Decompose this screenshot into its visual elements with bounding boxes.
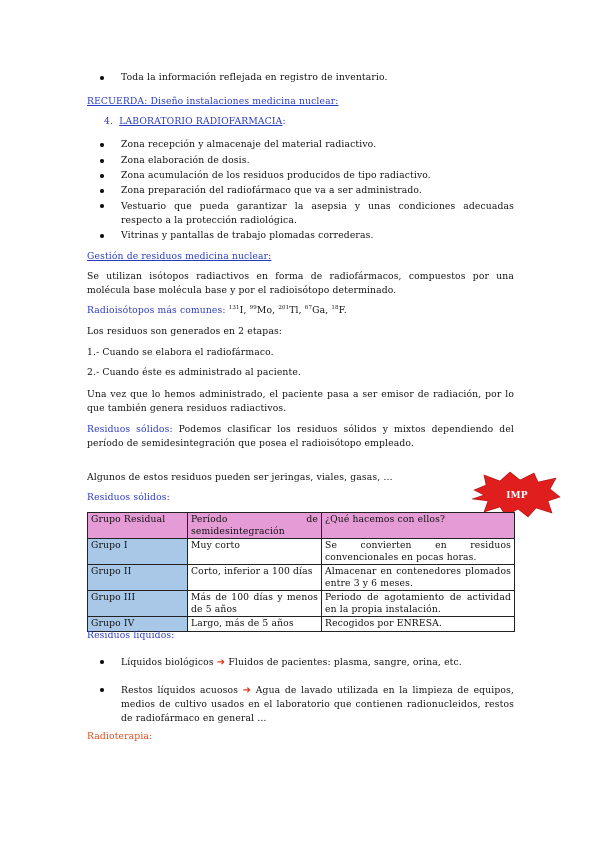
table-row <box>88 617 515 632</box>
liquidos-item: Restos líquidos acuosos ➜ Agua de lavado utilizada en la limpieza de equipos, medios de cultivo usados en el laboratorio que contienen radionucleidos, restos de radiofármaco en general … <box>121 685 515 724</box>
lab-item: Zona acumulación de los residuos producidos de tipo radiactivo. <box>121 170 431 181</box>
table-row <box>88 565 515 591</box>
isotope-symbol: Mo <box>256 305 273 316</box>
right-arrow-icon: ➜ <box>242 685 252 696</box>
solidos-heading: Residuos sólidos: <box>87 492 170 503</box>
etapa-2: 2.- Cuando éste es administrado al paciente. <box>87 367 301 378</box>
radioisotopos-label: Radioisótopos más comunes <box>87 305 223 316</box>
table-cell-group: Grupo II <box>88 565 188 591</box>
isotope-mass: 18 <box>331 305 339 311</box>
table-cell: Periodo de agotamiento de actividad en la propia instalación. <box>322 591 515 617</box>
isotope-symbol: Ga <box>312 305 326 316</box>
table-cell-group: Grupo IV <box>88 617 188 632</box>
lab-colon: : <box>282 116 286 127</box>
radioterapia-heading: Radioterapia: <box>87 731 153 742</box>
table-row <box>88 591 515 617</box>
isotope-mass: 67 <box>304 305 313 311</box>
table-cell-group: Grupo I <box>88 539 188 565</box>
recuerda-heading: RECUERDA: Diseño instalaciones medicina nuclear: <box>87 96 339 107</box>
table-header-cell: Grupo Residual <box>88 513 188 539</box>
solidos-intro-paragraph: Residuos sólidos: Podemos clasificar los residuos sólidos y mixtos dependiendo del período de semidesintegración que posea el radioisótopo empleado. <box>87 424 514 449</box>
etapa-1: 1.- Cuando se elabora el radiofármaco. <box>87 347 274 358</box>
lab-number: 4. <box>104 116 114 127</box>
isotope-symbol: Tl <box>289 305 299 316</box>
ejemplos-text: Algunos de estos residuos pueden ser jeringas, viales, gasas, … <box>87 472 393 483</box>
imp-badge-label: IMP <box>506 491 528 501</box>
gestion-paragraph: Se utilizan isótopos radiactivos en forma de radiofármacos, compuestos por una molécula base molécula base y por el radioisótopo determinado. <box>87 271 514 296</box>
isotope-mass: 201 <box>278 305 290 311</box>
gestion-heading: Gestión de residuos medicina nuclear: <box>87 251 272 262</box>
isotope-mass: 99 <box>249 305 257 311</box>
table-row <box>88 539 515 565</box>
lab-item: Zona recepción y almacenaje del material radiactivo. <box>121 139 377 150</box>
lab-item: Vestuario que pueda garantizar la asepsia y unas condiciones adecuadas respecto a la protección radiológica. <box>121 201 514 226</box>
table-header-row <box>88 513 515 539</box>
table-header-cell: Período de semidesintegración <box>188 513 322 539</box>
isotope-symbol: F <box>338 305 344 316</box>
liquidos-item: Líquidos biológicos ➜ Fluidos de pacientes: plasma, sangre, orina, etc. <box>121 657 462 668</box>
administrado-paragraph: Una vez que lo hemos administrado, el paciente pasa a ser emisor de radiación, por lo que también genera residuos radiactivos. <box>87 389 514 414</box>
lab-item: Vitrinas y pantallas de trabajo plomadas correderas. <box>121 230 374 241</box>
table-cell: Muy corto <box>188 539 322 565</box>
residuos-table <box>87 512 515 632</box>
lab-title: LABORATORIO RADIOFARMACIA <box>119 116 283 127</box>
solidos-intro-label: Residuos sólidos <box>87 424 170 435</box>
lab-heading <box>104 116 286 127</box>
radioisotopos-line: Radioisótopos más comunes: $^{131}$I, $^{99}$Mo, $^{201}$Tl, $^{67}$Ga, $^{18}$F. <box>87 305 347 316</box>
lab-item: Zona preparación del radiofármaco que va a ser administrado. <box>121 185 422 196</box>
table-cell: Corto, inferior a 100 días <box>188 565 322 591</box>
etapas-intro: Los residuos son generados en 2 etapas: <box>87 326 283 337</box>
table-cell: Más de 100 días y menos de 5 años <box>188 591 322 617</box>
lab-item: Zona elaboración de dosis. <box>121 155 250 166</box>
isotope-mass: 131 <box>228 305 240 311</box>
liquidos-heading: Residuos líquidos: <box>87 630 175 641</box>
table-header-cell: ¿Qué hacemos con ellos? <box>322 513 515 539</box>
inventory-bullet-text: Toda la información reflejada en registro de inventario. <box>121 72 388 83</box>
isotope-symbol: I <box>239 305 244 316</box>
table-cell: Largo, más de 5 años <box>188 617 322 632</box>
table-cell-group: Grupo III <box>88 591 188 617</box>
table-cell: Se convierten en residuos convencionales en pocas horas. <box>322 539 515 565</box>
right-arrow-icon: ➜ <box>216 657 226 668</box>
table-cell: Recogidos por ENRESA. <box>322 617 515 632</box>
table-cell: Almacenar en contenedores plomados entre 3 y 6 meses. <box>322 565 515 591</box>
